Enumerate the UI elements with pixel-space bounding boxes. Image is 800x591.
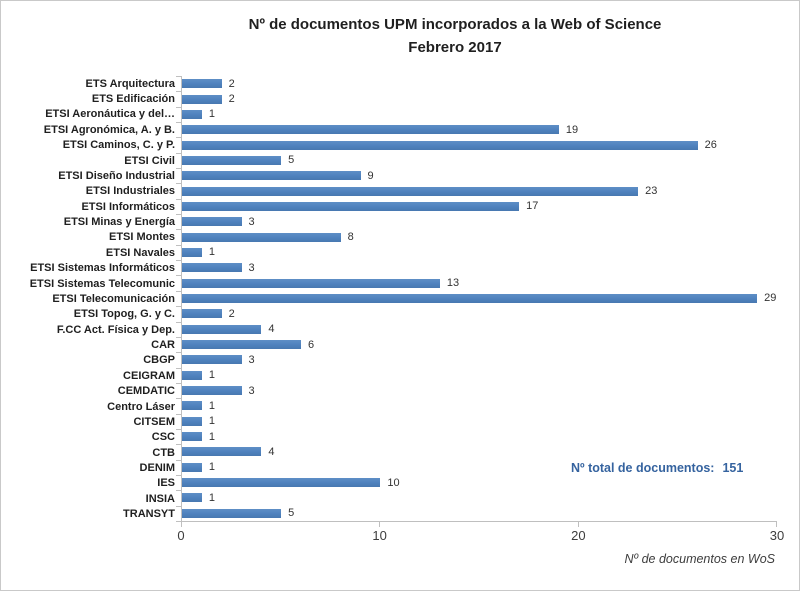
- category-label: ETS Edificación: [91, 93, 175, 106]
- bar-row: [182, 444, 777, 459]
- chart-title-line2: Febrero 2017: [408, 39, 502, 56]
- category-label: ETSI Telecomunicación: [52, 292, 175, 305]
- bar-row: [182, 306, 777, 321]
- category-label: ETSI Informáticos: [81, 200, 175, 213]
- bar: [182, 386, 242, 395]
- value-label: 9: [367, 169, 374, 182]
- value-label: 1: [208, 415, 215, 428]
- category-label: CEIGRAM: [123, 369, 175, 382]
- value-label: 1: [208, 108, 215, 121]
- category-label: ETSI Topog, G. y C.: [73, 308, 175, 321]
- bar: [182, 509, 281, 518]
- bar: [182, 110, 202, 119]
- category-label: CAR: [151, 339, 175, 352]
- category-label: ETSI Agronómica, A. y B.: [43, 123, 175, 136]
- bar-row: [182, 368, 777, 383]
- x-axis-tick-label: 10: [372, 528, 387, 543]
- category-label: ETS Arquitectura: [85, 77, 175, 90]
- bar-row: [182, 214, 777, 229]
- category-axis-labels: [1, 76, 177, 522]
- bar: [182, 493, 202, 502]
- value-label: 1: [208, 399, 215, 412]
- total-documents-annotation: [571, 461, 743, 475]
- bar-row: [182, 291, 777, 306]
- category-label: CSC: [151, 431, 175, 444]
- bar: [182, 217, 242, 226]
- category-label: ETSI Aeronáutica y del…: [45, 108, 175, 121]
- value-label: 1: [208, 491, 215, 504]
- value-label: 2: [228, 93, 235, 106]
- bar-row: [182, 398, 777, 413]
- value-label: 4: [268, 323, 275, 336]
- bar-row: [182, 153, 777, 168]
- bar: [182, 294, 757, 303]
- bar: [182, 463, 202, 472]
- value-label: 3: [248, 215, 255, 228]
- category-label: ETSI Montes: [108, 231, 175, 244]
- category-label: ETSI Navales: [105, 246, 175, 259]
- value-label: 23: [645, 185, 658, 198]
- bar: [182, 279, 440, 288]
- bar-row: [182, 107, 777, 122]
- bar-row: [182, 183, 777, 198]
- category-label: ETSI Caminos, C. y P.: [62, 139, 175, 152]
- x-axis-tick: [578, 522, 579, 527]
- bar: [182, 309, 222, 318]
- x-axis-tick-label: 0: [177, 528, 185, 543]
- total-documents-label: Nº total de documentos:: [571, 461, 715, 475]
- bar-row: [182, 91, 777, 106]
- value-label: 13: [446, 277, 460, 290]
- value-label: 1: [208, 246, 215, 259]
- bar: [182, 156, 281, 165]
- value-label: 29: [764, 292, 777, 305]
- plot-area: [181, 76, 777, 522]
- bar-row: [182, 168, 777, 183]
- bar: [182, 79, 222, 88]
- value-label: 1: [208, 430, 215, 443]
- value-label: 8: [347, 231, 354, 244]
- bar: [182, 417, 202, 426]
- category-label: ETSI Minas y Energía: [63, 216, 175, 229]
- x-axis-tick-label: 20: [571, 528, 586, 543]
- bar: [182, 233, 341, 242]
- bar-row: [182, 337, 777, 352]
- chart-title-line1: Nº de documentos UPM incorporados a la Web of Science: [248, 16, 662, 33]
- category-label: ETSI Civil: [124, 154, 175, 167]
- x-axis-tick-label: 30: [769, 528, 785, 543]
- category-label: Centro Láser: [107, 400, 175, 413]
- bar-row: [182, 429, 777, 444]
- bar: [182, 202, 519, 211]
- bar-row: [182, 414, 777, 429]
- bar: [182, 478, 380, 487]
- bar: [182, 432, 202, 441]
- value-label: 5: [288, 507, 295, 520]
- x-axis-tick: [181, 522, 182, 527]
- value-label: 1: [208, 369, 215, 382]
- x-axis-tick: [776, 522, 777, 527]
- category-label: DENIM: [139, 462, 175, 475]
- bar: [182, 447, 261, 456]
- value-label: 26: [704, 139, 717, 152]
- bar-row: [182, 506, 777, 521]
- bar: [182, 125, 559, 134]
- bar: [182, 401, 202, 410]
- plot-rows: [182, 76, 777, 521]
- bar: [182, 171, 361, 180]
- bar: [182, 325, 261, 334]
- bar-row: [182, 260, 777, 275]
- bar-row: [182, 322, 777, 337]
- value-label: 2: [228, 307, 235, 320]
- bar: [182, 187, 638, 196]
- bar-row: [182, 383, 777, 398]
- bar-row: [182, 245, 777, 260]
- category-label: ETSI Sistemas Informáticos: [30, 262, 175, 275]
- category-label: CITSEM: [133, 415, 175, 428]
- value-label: 6: [308, 338, 315, 351]
- bar: [182, 263, 242, 272]
- bar-row: [182, 199, 777, 214]
- bar-row: [182, 137, 777, 152]
- bar-row: [182, 490, 777, 505]
- value-label: 19: [565, 123, 579, 136]
- value-label: 5: [288, 154, 295, 167]
- x-axis-tick-labels: [177, 528, 785, 544]
- category-label: F.CC Act. Física y Dep.: [56, 323, 175, 336]
- value-label: 1: [208, 461, 215, 474]
- value-label: 10: [387, 476, 400, 489]
- bar-row: [182, 229, 777, 244]
- value-label: 4: [268, 445, 275, 458]
- bar-row: [182, 76, 777, 91]
- category-label: CTB: [152, 446, 175, 459]
- category-label: ETSI Industriales: [85, 185, 175, 198]
- bar: [182, 95, 222, 104]
- category-label: TRANSYT: [123, 508, 175, 521]
- chart-title: [121, 13, 789, 59]
- value-label: 3: [248, 261, 255, 274]
- bar-row: [182, 352, 777, 367]
- category-label: ETSI Sistemas Telecomunic: [29, 277, 175, 290]
- value-label: 2: [228, 77, 235, 90]
- category-label: ETSI Diseño Industrial: [58, 169, 175, 182]
- category-label: INSIA: [145, 492, 175, 505]
- bar: [182, 371, 202, 380]
- value-label: 3: [248, 384, 255, 397]
- bar-row: [182, 475, 777, 490]
- bar: [182, 355, 242, 364]
- value-label: 17: [526, 200, 539, 213]
- bar: [182, 141, 698, 150]
- bar-row: [182, 122, 777, 137]
- bar: [182, 248, 202, 257]
- bar: [182, 340, 301, 349]
- category-label: CBGP: [143, 354, 175, 367]
- x-axis-tick: [379, 522, 380, 527]
- total-documents-value: 151: [722, 461, 744, 475]
- x-axis-title: Nº de documentos en WoS: [624, 552, 775, 566]
- value-label: 3: [248, 353, 255, 366]
- bar-row: [182, 275, 777, 290]
- category-label: IES: [157, 477, 175, 490]
- category-label: CEMDATIC: [117, 385, 175, 398]
